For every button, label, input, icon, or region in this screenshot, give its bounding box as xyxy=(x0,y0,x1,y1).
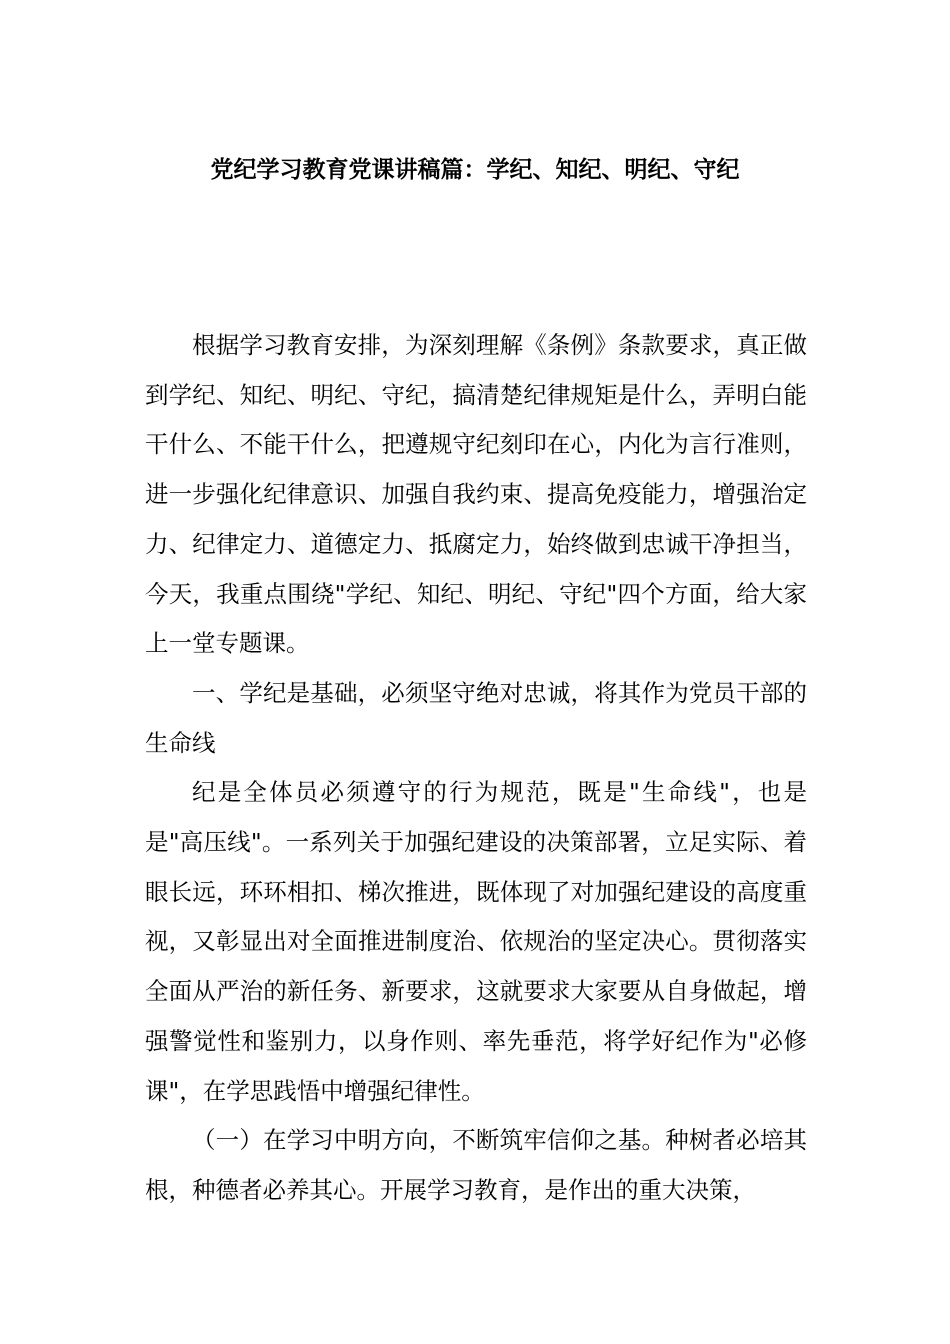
document-title: 党纪学习教育党课讲稿篇：学纪、知纪、明纪、守纪 xyxy=(210,157,740,183)
paragraph-intro: 根据学习教育安排，为深刻理解《条例》条款要求，真正做到学纪、知纪、明纪、守纪，搞清楚纪律规矩是什么，弄明白能干什么、不能干什么，把遵规守纪刻印在心，内化为言行准则，进一步强化纪律意识、加强自我约束、提高免疫能力，增强治定力、纪律定力、道德定力、抵腐定力，始终做到忠诚干净担当，今天，我重点围绕"学纪、知纪、明纪、守纪"四个方面，给大家上一堂专题课。 xyxy=(145,331,807,658)
paragraph-section-1: 纪是全体员必须遵守的行为规范，既是"生命线"，也是是"高压线"。一系列关于加强纪建设的决策部署，立足实际、着眼长远，环环相扣、梯次推进，既体现了对加强纪建设的高度重视，又彰显出对全面推进制度治、依规治的坚定决心。贯彻落实全面从严治的新任务、新要求，这就要求大家要从自身做起，增强警觉性和鉴别力，以身作则、率先垂范，将学好纪作为"必修课"，在学思践悟中增强纪律性。 xyxy=(145,778,807,1105)
paragraph-subsection-1: （一）在学习中明方向，不断筑牢信仰之基。种树者必培其根，种德者必养其心。开展学习教育，是作出的重大决策， xyxy=(145,1126,807,1204)
section-heading-1: 一、学纪是基础，必须坚守绝对忠诚，将其作为党员干部的生命线 xyxy=(145,678,807,757)
document-body xyxy=(145,321,807,1216)
